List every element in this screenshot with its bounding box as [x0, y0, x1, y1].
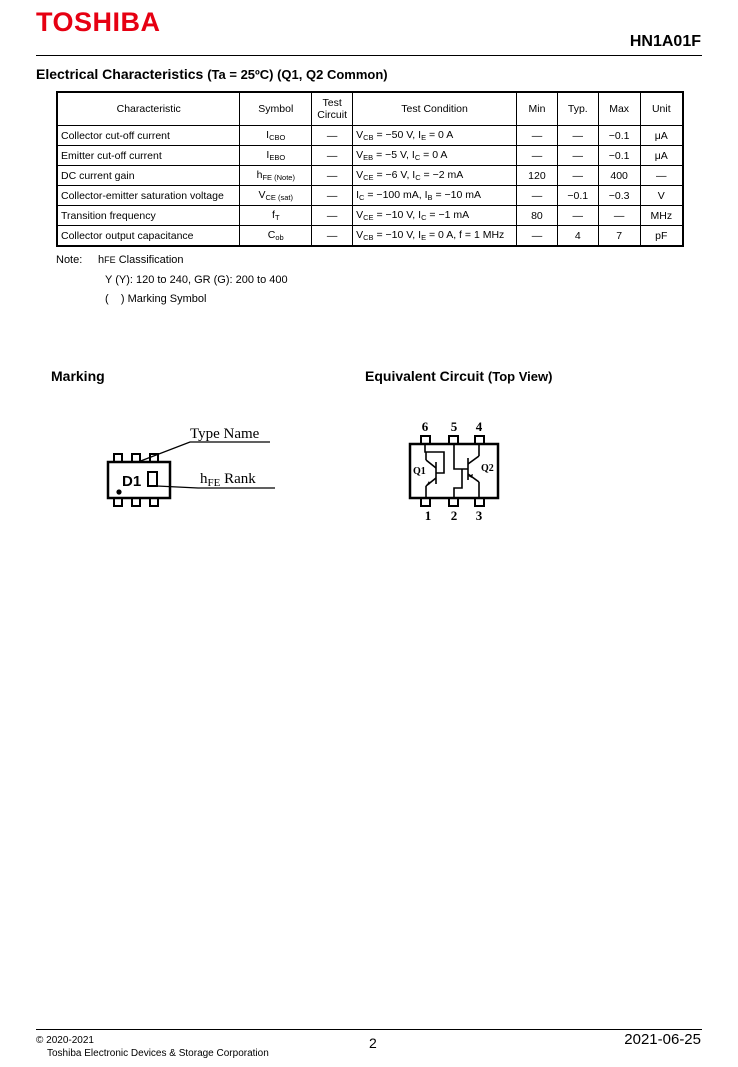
row-min: — — [517, 186, 558, 206]
section-title-text: Electrical Characteristics — [36, 66, 204, 82]
row-max: — — [598, 206, 640, 226]
row-typ: — — [557, 146, 598, 166]
electrical-characteristics-table — [56, 91, 684, 247]
row-min: — — [517, 146, 558, 166]
row-characteristic: Transition frequency — [57, 206, 240, 226]
row-typ: — — [557, 206, 598, 226]
symbol-main: h — [256, 169, 263, 181]
note-label: Note: — [56, 254, 83, 266]
header-min: Min — [517, 92, 558, 126]
row-characteristic: Emitter cut-off current — [57, 146, 240, 166]
symbol-sub: T — [274, 213, 280, 222]
table-row — [57, 226, 683, 247]
symbol-sub: CBO — [269, 133, 286, 142]
header-symbol: Symbol — [240, 92, 312, 126]
row-typ: — — [557, 166, 598, 186]
table-row — [57, 166, 683, 186]
section-condition: (Ta = 25ºC) (Q1, Q2 Common) — [207, 67, 388, 82]
table-row — [57, 146, 683, 166]
row-max: 400 — [598, 166, 640, 186]
header-test-condition: Test Condition — [353, 92, 517, 126]
symbol-main: I — [266, 129, 270, 141]
table-row — [57, 206, 683, 226]
header-typ: Typ. — [557, 92, 598, 126]
row-test-circuit: — — [312, 146, 353, 166]
note-marking-symbol: ( ) Marking Symbol — [105, 293, 207, 305]
row-symbol — [240, 166, 312, 186]
header-max: Max — [598, 92, 640, 126]
note-hfe-sub: FE — [104, 255, 116, 265]
row-typ: −0.1 — [557, 186, 598, 206]
hfe-rank-label-sub: FE — [207, 477, 221, 489]
marking-diagram — [100, 420, 285, 510]
row-unit: — — [640, 166, 683, 186]
part-number: HN1A01F — [629, 33, 701, 50]
symbol-main: I — [266, 149, 270, 161]
row-unit: μA — [640, 146, 683, 166]
row-min: 80 — [517, 206, 558, 226]
row-min: 120 — [517, 166, 558, 186]
table-row — [57, 186, 683, 206]
symbol-main: V — [258, 189, 266, 201]
pin-3-label: 3 — [475, 508, 483, 523]
marking-chip-text: D1 — [122, 473, 142, 490]
row-min: — — [517, 226, 558, 247]
row-min: — — [517, 126, 558, 146]
row-unit: pF — [640, 226, 683, 247]
row-characteristic: Collector-emitter saturation voltage — [57, 186, 240, 206]
footer-copyright: © 2020-2021 — [36, 1035, 94, 1046]
type-name-label: Type Name — [190, 426, 260, 442]
row-unit: V — [640, 186, 683, 206]
header-divider — [36, 55, 702, 56]
toshiba-logo: TOSHIBA — [36, 7, 161, 37]
note-classification: Classification — [118, 254, 184, 266]
row-test-condition: $V_{CE} = -10$ V, $I_C = -1$ mA — [353, 206, 517, 226]
pin-4-label: 4 — [475, 419, 483, 434]
row-test-condition: $I_C = -100$ mA, $I_B = -10$ mA — [353, 186, 517, 206]
equivalent-circuit-subtitle: (Top View) — [487, 369, 553, 384]
row-max: −0.1 — [598, 146, 640, 166]
symbol-sub: CE (sat) — [265, 193, 294, 202]
header-characteristic: Characteristic — [57, 92, 240, 126]
row-test-circuit: — — [312, 126, 353, 146]
equivalent-circuit-title-text: Equivalent Circuit — [365, 368, 485, 384]
row-characteristic: Collector cut-off current — [57, 126, 240, 146]
row-test-circuit: — — [312, 226, 353, 247]
row-test-circuit: — — [312, 206, 353, 226]
row-max: −0.1 — [598, 126, 640, 146]
table-row — [57, 126, 683, 146]
q2-label: Q2 — [481, 463, 494, 474]
row-symbol — [240, 226, 312, 247]
header-test-circuit-text: Test Circuit — [317, 97, 347, 121]
symbol-main: C — [267, 229, 276, 241]
footer-company: Toshiba Electronic Devices & Storage Corporation — [47, 1048, 269, 1059]
symbol-main: f — [272, 209, 275, 221]
section-title — [36, 66, 388, 82]
page-number: 2 — [369, 1035, 377, 1051]
pin-1-label: 1 — [424, 508, 432, 523]
row-typ: 4 — [557, 226, 598, 247]
row-test-condition: $V_{CB} = -10$ V, $I_E = 0$ A, f = 1 MHz — [353, 226, 517, 247]
header-test-circuit — [312, 92, 353, 126]
table-header-row — [57, 92, 683, 126]
equivalent-circuit-title — [365, 368, 552, 384]
symbol-sub: ob — [275, 233, 284, 242]
equivalent-circuit-diagram — [398, 418, 513, 526]
row-test-circuit: — — [312, 186, 353, 206]
pin-2-label: 2 — [450, 508, 458, 523]
symbol-sub: FE (Note) — [262, 173, 295, 182]
row-symbol — [240, 206, 312, 226]
row-unit: MHz — [640, 206, 683, 226]
note-hfe-main: h — [98, 254, 105, 266]
marking-title: Marking — [51, 368, 105, 384]
note-ranks: Y (Y): 120 to 240, GR (G): 200 to 400 — [105, 274, 288, 286]
footer-divider — [36, 1029, 702, 1030]
row-test-condition: $V_{EB} = -5$ V, $I_C = 0$ A — [353, 146, 517, 166]
footer-left — [36, 1034, 269, 1060]
row-unit: μA — [640, 126, 683, 146]
symbol-sub: EBO — [269, 153, 286, 162]
hfe-rank-label — [200, 471, 256, 489]
row-symbol — [240, 146, 312, 166]
row-test-condition: $V_{CB} = -50$ V, $I_E = 0$ A — [353, 126, 517, 146]
header-unit: Unit — [640, 92, 683, 126]
footer-date: 2021-06-25 — [624, 1031, 701, 1048]
row-symbol — [240, 186, 312, 206]
row-test-circuit: — — [312, 166, 353, 186]
note-hfe-classification — [98, 254, 184, 266]
row-characteristic: Collector output capacitance — [57, 226, 240, 247]
pin-6-label: 6 — [421, 419, 429, 434]
row-typ: — — [557, 126, 598, 146]
pin-5-label: 5 — [450, 419, 458, 434]
row-max: 7 — [598, 226, 640, 247]
row-max: −0.3 — [598, 186, 640, 206]
hfe-rank-label-main: h — [200, 471, 208, 487]
q1-label: Q1 — [413, 466, 426, 477]
row-characteristic: DC current gain — [57, 166, 240, 186]
hfe-rank-label-rest: Rank — [220, 471, 256, 487]
row-test-condition: $V_{CE} = -6$ V, $I_C = -2$ mA — [353, 166, 517, 186]
row-symbol — [240, 126, 312, 146]
